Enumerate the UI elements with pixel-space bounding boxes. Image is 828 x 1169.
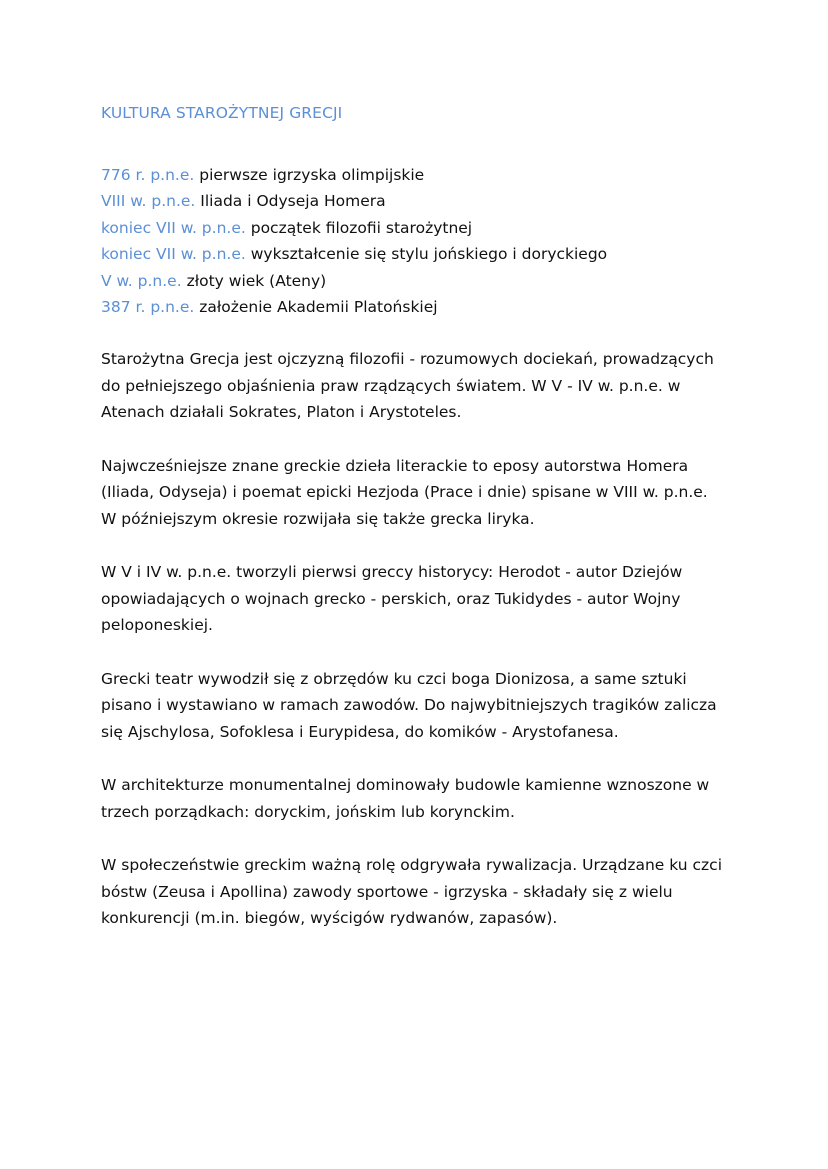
paragraph-line: bóstw (Zeusa i Apollina) zawody sportowe - igrzyska - składały się z wielu xyxy=(101,882,673,901)
paragraph-line: W społeczeństwie greckim ważną rolę odgrywała rywalizacja. Urządzane ku czci xyxy=(101,856,722,875)
timeline-event: początek filozofii starożytnej xyxy=(250,218,473,237)
document-page xyxy=(101,100,741,959)
document-title: KULTURA STAROŻYTNEJ GRECJI xyxy=(101,104,343,122)
paragraph-philosophy xyxy=(101,346,741,426)
paragraph-line: peloponeskiej. xyxy=(101,616,213,635)
timeline-event: założenie Akademii Platońskiej xyxy=(199,298,438,317)
paragraph-line: się Ajschylosa, Sofoklesa i Eurypidesa, do komików - Arystofanesa. xyxy=(101,722,619,741)
paragraph-architecture xyxy=(101,772,741,825)
timeline-event: wykształcenie się stylu jońskiego i doryckiego xyxy=(250,245,608,264)
timeline-event: złoty wiek (Ateny) xyxy=(186,271,327,290)
paragraph-line: pisano i wystawiano w ramach zawodów. Do najwybitniejszych tragików zalicza xyxy=(101,696,717,715)
paragraph-historians xyxy=(101,559,741,639)
timeline-item xyxy=(101,268,741,294)
paragraph-line: Starożytna Grecja jest ojczyzną filozofii - rozumowych dociekań, prowadzących xyxy=(101,350,714,369)
timeline-list xyxy=(101,162,741,320)
paragraph-line: Najwcześniejsze znane greckie dzieła literackie to eposy autorstwa Homera xyxy=(101,456,689,475)
timeline-item xyxy=(101,188,741,214)
timeline-date: VIII w. p.n.e. xyxy=(101,192,196,211)
timeline-date: koniec VII w. p.n.e. xyxy=(101,245,246,264)
timeline-item xyxy=(101,215,741,241)
timeline-date: 776 r. p.n.e. xyxy=(101,166,195,184)
paragraph-line: do pełniejszego objaśnienia praw rządzących światem. W V - IV w. p.n.e. w xyxy=(101,376,681,395)
paragraph-line: W późniejszym okresie rozwijała się także grecka liryka. xyxy=(101,509,535,528)
paragraph-line: Grecki teatr wywodził się z obrzędów ku czci boga Dionizosa, a same sztuki xyxy=(101,669,687,688)
paragraph-line: W V i IV w. p.n.e. tworzyli pierwsi greccy historycy: Herodot - autor Dziejów xyxy=(101,563,683,582)
timeline-date: 387 r. p.n.e. xyxy=(101,298,195,317)
timeline-item xyxy=(101,294,741,320)
paragraph-line: opowiadających o wojnach grecko - perskich, oraz Tukidydes - autor Wojny xyxy=(101,589,681,608)
paragraph-theatre xyxy=(101,666,741,746)
paragraph-line: Atenach działali Sokrates, Platon i Arystoteles. xyxy=(101,403,462,422)
timeline-item xyxy=(101,241,741,267)
timeline-item xyxy=(101,162,741,188)
paragraph-society xyxy=(101,852,741,932)
paragraph-line: W architekturze monumentalnej dominowały budowle kamienne wznoszone w xyxy=(101,776,710,795)
paragraph-literature xyxy=(101,453,741,533)
timeline-date: V w. p.n.e. xyxy=(101,271,182,290)
timeline-date: koniec VII w. p.n.e. xyxy=(101,218,246,237)
paragraph-line: trzech porządkach: doryckim, jońskim lub korynckim. xyxy=(101,802,515,821)
paragraph-line: (Iliada, Odyseja) i poemat epicki Hezjoda (Prace i dnie) spisane w VIII w. p.n.e. xyxy=(101,483,708,502)
paragraph-line: konkurencji (m.in. biegów, wyścigów rydwanów, zapasów). xyxy=(101,909,558,928)
timeline-event: pierwsze igrzyska olimpijskie xyxy=(199,166,425,184)
timeline-event: Iliada i Odyseja Homera xyxy=(200,192,386,211)
